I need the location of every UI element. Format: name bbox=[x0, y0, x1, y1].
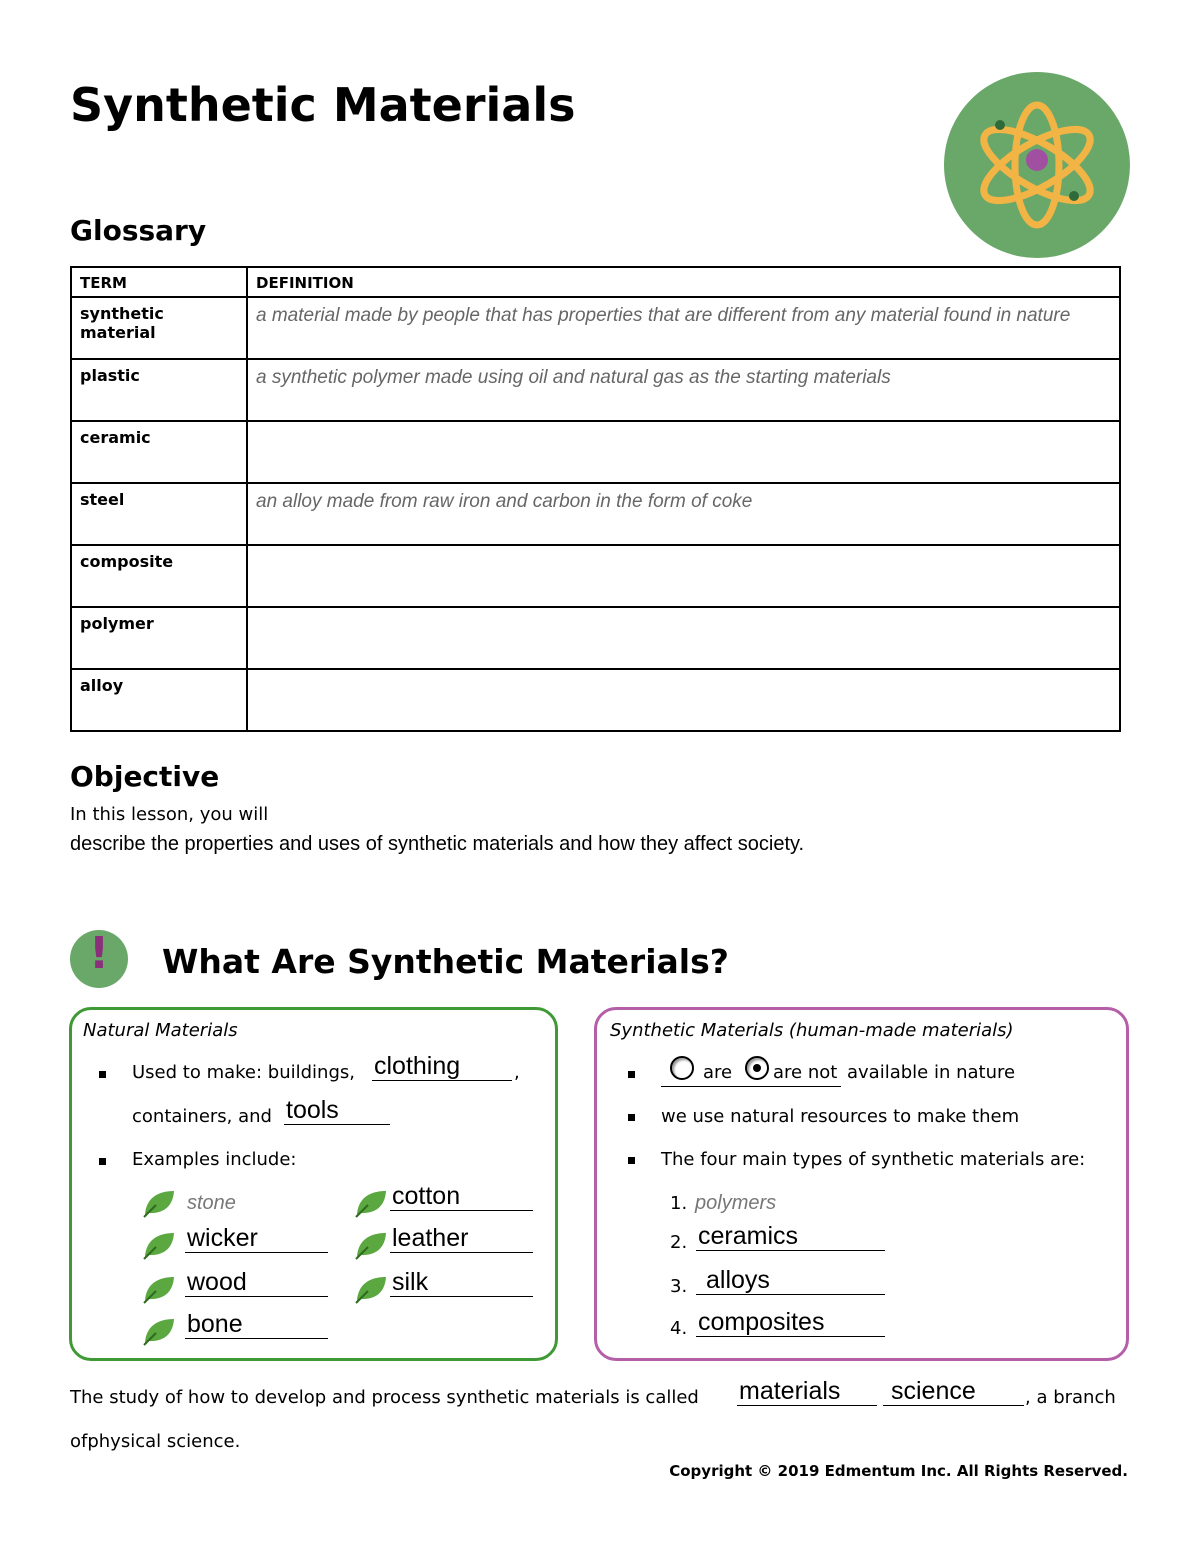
objective-heading: Objective bbox=[70, 760, 220, 793]
term-cell: plastic bbox=[71, 359, 247, 421]
example-stone: stone bbox=[187, 1192, 236, 1214]
used-blank-2[interactable]: tools bbox=[284, 1096, 390, 1125]
glossary-table bbox=[70, 266, 1121, 732]
type-blank[interactable]: composites bbox=[696, 1308, 885, 1337]
example-blank[interactable]: wicker bbox=[185, 1224, 328, 1253]
radio-are-not-label: are not bbox=[773, 1062, 838, 1083]
study-sentence: The study of how to develop and process synthetic materials is called bbox=[70, 1387, 699, 1408]
example-blank[interactable]: cotton bbox=[390, 1182, 533, 1211]
definition-cell[interactable]: a synthetic polymer made using oil and natural gas as the starting materials bbox=[247, 359, 1120, 421]
radio-are[interactable] bbox=[670, 1056, 694, 1080]
term-cell: alloy bbox=[71, 669, 247, 731]
definition-header: DEFINITION bbox=[247, 267, 1120, 297]
bullet-icon bbox=[99, 1071, 106, 1078]
leaf-icon bbox=[142, 1188, 176, 1218]
definition-cell[interactable] bbox=[247, 607, 1120, 669]
table-row bbox=[71, 297, 1120, 359]
leaf-icon bbox=[354, 1274, 388, 1304]
table-row bbox=[71, 421, 1120, 483]
radio-selected-dot bbox=[753, 1064, 761, 1072]
section-heading: What Are Synthetic Materials? bbox=[162, 942, 729, 981]
table-row bbox=[71, 545, 1120, 607]
definition-cell[interactable]: a material made by people that has properties that are different from any material found in nature bbox=[247, 297, 1120, 359]
example-blank[interactable]: wood bbox=[185, 1268, 328, 1297]
exclamation-icon: ! bbox=[70, 930, 128, 988]
study-blank-1[interactable]: materials bbox=[737, 1377, 877, 1406]
table-row bbox=[71, 483, 1120, 545]
synthetic-materials-box bbox=[594, 1007, 1129, 1361]
containers-label: containers, and bbox=[132, 1106, 272, 1127]
study-blank-2[interactable]: science bbox=[883, 1377, 1024, 1406]
leaf-icon bbox=[142, 1316, 176, 1346]
page-title: Synthetic Materials bbox=[70, 78, 576, 132]
definition-cell[interactable] bbox=[247, 545, 1120, 607]
term-header: TERM bbox=[71, 267, 247, 297]
study-suffix: , a branch bbox=[1025, 1387, 1116, 1408]
four-types-text: The four main types of synthetic materials are: bbox=[661, 1149, 1086, 1170]
example-blank[interactable]: bone bbox=[185, 1310, 328, 1339]
type-number: 2. bbox=[670, 1232, 688, 1253]
bullet-icon bbox=[628, 1157, 635, 1164]
type-blank[interactable]: ceramics bbox=[696, 1222, 885, 1251]
example-blank[interactable]: leather bbox=[390, 1224, 533, 1253]
radio-are-not[interactable] bbox=[745, 1056, 769, 1080]
copyright-text: Copyright © 2019 Edmentum Inc. All Rights Reserved. bbox=[669, 1462, 1128, 1480]
type-number: 1. bbox=[670, 1193, 688, 1214]
definition-cell[interactable] bbox=[247, 669, 1120, 731]
type-number: 4. bbox=[670, 1318, 688, 1339]
glossary-heading: Glossary bbox=[70, 214, 207, 247]
table-row bbox=[71, 669, 1120, 731]
definition-cell[interactable]: an alloy made from raw iron and carbon in the form of coke bbox=[247, 483, 1120, 545]
term-cell: steel bbox=[71, 483, 247, 545]
leaf-icon bbox=[142, 1230, 176, 1260]
type-blank[interactable]: alloys bbox=[696, 1266, 885, 1295]
natural-resources-text: we use natural resources to make them bbox=[661, 1106, 1020, 1127]
leaf-icon bbox=[354, 1188, 388, 1218]
term-cell: ceramic bbox=[71, 421, 247, 483]
table-row bbox=[71, 359, 1120, 421]
natural-box-title: Natural Materials bbox=[83, 1020, 238, 1041]
example-blank[interactable]: silk bbox=[390, 1268, 533, 1297]
used-blank-1[interactable]: clothing bbox=[372, 1052, 512, 1081]
objective-text: describe the properties and uses of synthetic materials and how they affect society. bbox=[70, 833, 805, 855]
examples-label: Examples include: bbox=[132, 1149, 297, 1170]
radio-underline bbox=[661, 1086, 841, 1087]
term-cell: polymer bbox=[71, 607, 247, 669]
natural-materials-box bbox=[69, 1007, 558, 1361]
term-cell: composite bbox=[71, 545, 247, 607]
radio-are-label: are bbox=[703, 1062, 733, 1083]
bullet-icon bbox=[628, 1071, 635, 1078]
leaf-icon bbox=[142, 1274, 176, 1304]
bullet-icon bbox=[99, 1158, 106, 1165]
type-number: 3. bbox=[670, 1276, 688, 1297]
table-row bbox=[71, 607, 1120, 669]
term-cell: synthetic material bbox=[71, 297, 247, 359]
used-to-make-label: Used to make: buildings, bbox=[132, 1062, 355, 1083]
table-header-row bbox=[71, 267, 1120, 297]
objective-intro: In this lesson, you will bbox=[70, 804, 269, 825]
study-line-2: ofphysical science. bbox=[70, 1431, 241, 1452]
synthetic-box-title: Synthetic Materials (human-made materials) bbox=[610, 1020, 1014, 1041]
bullet-icon bbox=[628, 1114, 635, 1121]
atom-icon bbox=[944, 72, 1130, 258]
type-value: polymers bbox=[695, 1192, 777, 1214]
available-in-nature-text: available in nature bbox=[847, 1062, 1016, 1083]
leaf-icon bbox=[354, 1230, 388, 1260]
definition-cell[interactable] bbox=[247, 421, 1120, 483]
comma-text: , bbox=[514, 1062, 520, 1083]
